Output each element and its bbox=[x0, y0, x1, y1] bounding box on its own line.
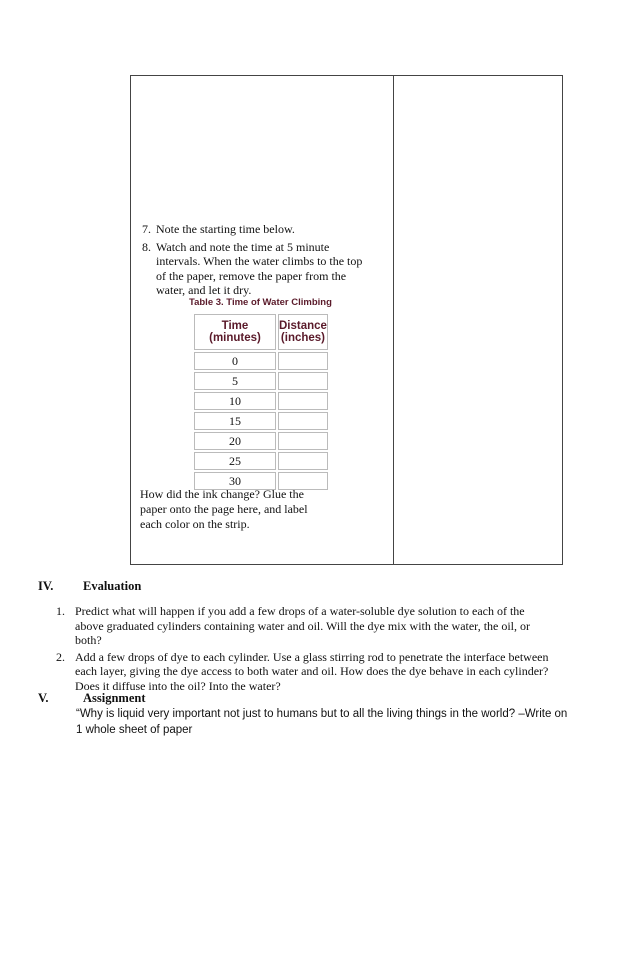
evaluation-heading bbox=[38, 579, 338, 595]
time-cell: 25 bbox=[194, 452, 276, 470]
distance-cell bbox=[278, 352, 328, 370]
table-caption: Table 3. Time of Water Climbing bbox=[189, 297, 332, 308]
section-numeral: V. bbox=[38, 691, 49, 705]
distance-cell bbox=[278, 432, 328, 450]
time-cell: 5 bbox=[194, 372, 276, 390]
step-item bbox=[142, 222, 372, 237]
column-divider bbox=[393, 76, 394, 564]
table-row bbox=[194, 412, 328, 430]
list-item bbox=[56, 604, 556, 648]
header-distance: Distance (inches) bbox=[278, 314, 328, 350]
section-title: Assignment bbox=[83, 691, 146, 705]
step-number: 8. bbox=[142, 239, 151, 254]
distance-cell bbox=[278, 412, 328, 430]
header-time: Time (minutes) bbox=[194, 314, 276, 350]
step-text: Watch and note the time at 5 minute intervals. When the water climbs to the top of the paper, remove the paper from the water, and let it dry. bbox=[156, 239, 363, 297]
item-number: 2. bbox=[56, 649, 65, 664]
glue-instruction: How did the ink change? Glue the paper onto the page here, and label each color on the strip. bbox=[140, 487, 308, 531]
table-row bbox=[194, 452, 328, 470]
step-number: 7. bbox=[142, 222, 151, 236]
table-header-row bbox=[194, 314, 328, 350]
item-text: Add a few drops of dye to each cylinder. Use a glass stirring rod to penetrate the interface between each layer, giving the dye access to both water and oil. How does the dye behave in each cylinder? Does it diffuse into the oil? Into the water? bbox=[75, 649, 549, 693]
section-numeral: IV. bbox=[38, 579, 54, 593]
assignment-heading bbox=[38, 691, 338, 707]
step-text: Note the starting time below. bbox=[156, 222, 295, 236]
distance-cell bbox=[278, 372, 328, 390]
item-number: 1. bbox=[56, 604, 65, 618]
time-cell: 0 bbox=[194, 352, 276, 370]
evaluation-list bbox=[56, 604, 556, 695]
time-cell: 15 bbox=[194, 412, 276, 430]
list-item bbox=[56, 650, 556, 694]
procedure-steps bbox=[142, 222, 372, 301]
table-row bbox=[194, 352, 328, 370]
assignment-text: “Why is liquid very important not just to humans but to all the living things in the world? –Write on 1 whole sheet of paper bbox=[76, 708, 568, 736]
table-row bbox=[194, 432, 328, 450]
distance-cell bbox=[278, 452, 328, 470]
step-item bbox=[142, 240, 372, 298]
distance-cell bbox=[278, 392, 328, 410]
time-cell: 10 bbox=[194, 392, 276, 410]
time-cell: 20 bbox=[194, 432, 276, 450]
water-climbing-table bbox=[192, 312, 330, 492]
item-text: Predict what will happen if you add a few drops of a water-soluble dye solution to each of the above graduated cylinders containing water and oil. Will the dye mix with the water, the oil, or both? bbox=[75, 604, 531, 647]
table-row bbox=[194, 392, 328, 410]
time-cell: 30 bbox=[194, 472, 276, 490]
table-row bbox=[194, 372, 328, 390]
section-title: Evaluation bbox=[83, 579, 142, 593]
